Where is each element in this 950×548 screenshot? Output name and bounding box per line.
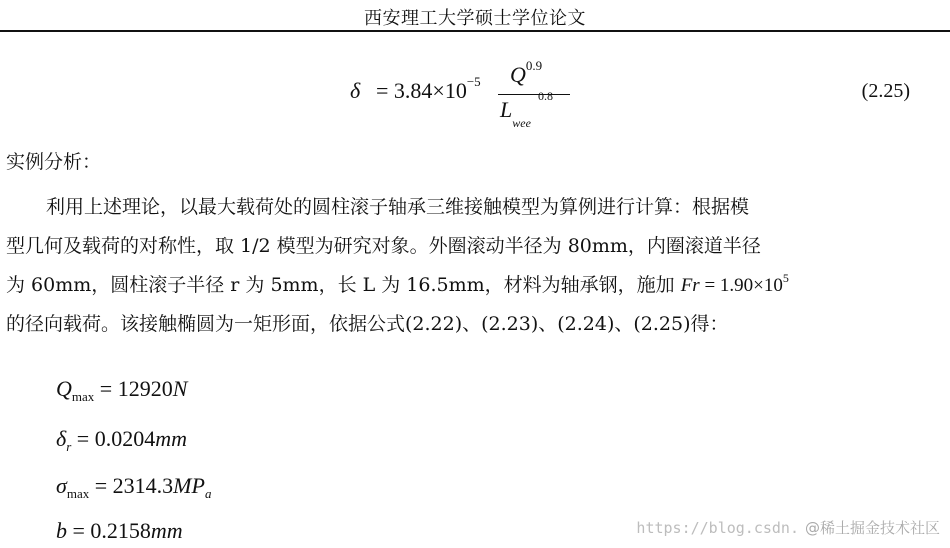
- body-line-2: 型几何及载荷的对称性，取 1/2 模型为研究对象。外圈滚动半径为 80mm，内圈滚道半径: [6, 235, 761, 257]
- result-subscript: max: [71, 389, 95, 404]
- body-paragraph: [6, 188, 946, 344]
- result-unit: mm: [155, 426, 187, 451]
- force-value: = 1.90×10: [699, 275, 783, 296]
- result-value: = 2314.3: [89, 473, 174, 498]
- equation-coefficient: [376, 74, 481, 104]
- watermark-text: @稀土掘金技术社区: [804, 519, 940, 537]
- fraction-denominator: [500, 89, 553, 130]
- result-unit-subscript: a: [204, 486, 212, 501]
- result-unit: mm: [150, 518, 183, 543]
- equation-coef-text: = 3.84×10: [376, 78, 467, 103]
- equation-2-25: [350, 60, 650, 140]
- equation-coef-exponent: −5: [466, 74, 481, 89]
- result-q-max: [56, 376, 187, 402]
- equation-fraction: [498, 60, 570, 140]
- denominator-base: L: [500, 97, 513, 122]
- result-symbol: σ: [56, 473, 67, 498]
- watermark-url: https://blog.csdn.: [636, 519, 799, 537]
- result-value: = 12920: [94, 376, 173, 401]
- header-rule: [0, 30, 950, 32]
- result-unit: MP: [173, 473, 205, 498]
- fraction-bar: [498, 94, 570, 95]
- body-line-3-text: 为 60mm，圆柱滚子半径 r 为 5mm，长 L 为 16.5mm，材料为轴承钢，施加: [6, 274, 681, 296]
- result-symbol: b: [56, 518, 67, 543]
- numerator-exponent: 0.9: [525, 58, 543, 73]
- body-line-3: [6, 266, 946, 305]
- result-delta-r: [56, 426, 187, 452]
- numerator-base: Q: [510, 62, 526, 87]
- section-heading: 实例分析：: [6, 151, 102, 173]
- fraction-numerator: [510, 58, 543, 88]
- force-variable: Fr: [680, 275, 700, 296]
- denominator-exponent: 0.8: [538, 89, 553, 103]
- result-symbol: Q: [56, 376, 72, 401]
- denominator-subscript: wee: [512, 116, 531, 130]
- result-value: = 0.0204: [71, 426, 156, 451]
- result-subscript: r: [66, 439, 72, 454]
- page-header-title: 西安理工大学硕士学位论文: [364, 8, 586, 29]
- equation-number: (2.25): [861, 80, 910, 102]
- body-line-1: 利用上述理论，以最大载荷处的圆柱滚子轴承三维接触模型为算例进行计算：根据模: [46, 196, 750, 218]
- result-subscript: max: [66, 486, 90, 501]
- result-symbol: δ: [56, 426, 67, 451]
- result-value: = 0.2158: [67, 518, 151, 543]
- equation-lhs: δ: [350, 78, 361, 103]
- body-line-4: 的径向载荷。该接触椭圆为一矩形面，依据公式(2.22)、(2.23)、(2.24)、(2.25)得：: [6, 313, 729, 335]
- result-unit: N: [172, 376, 188, 401]
- watermark: [636, 517, 940, 538]
- result-b: [56, 518, 183, 544]
- result-sigma-max: [56, 473, 211, 499]
- force-exponent: 5: [782, 271, 789, 285]
